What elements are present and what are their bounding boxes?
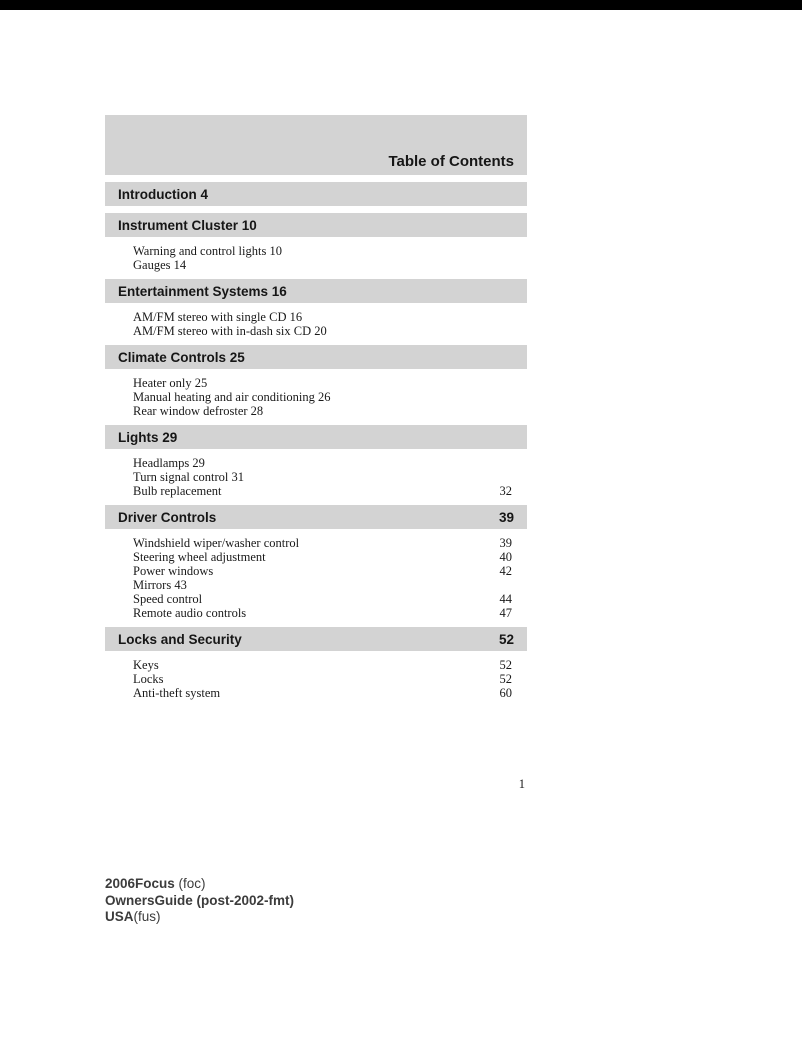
section-item-list [133,456,512,498]
page-title: Table of Contents [388,153,514,170]
footer-line-2 [105,893,294,910]
toc-entry [133,672,512,686]
toc-entry-page: 40 [499,550,512,564]
section-header [105,345,527,369]
toc-entry-label: Windshield wiper/washer control [133,536,300,550]
toc-entry-page: 32 [499,484,512,498]
toc-entry [133,592,512,606]
toc-entry-label: AM/FM stereo with in-dash six CD 20 [133,324,327,338]
folio-page-number: 1 [518,777,525,791]
footer-model: 2006Focus [105,876,175,891]
section-header [105,182,527,206]
toc-entry [133,404,512,418]
toc-entry [133,564,512,578]
toc-entry-label: Heater only 25 [133,376,208,390]
toc-entry-label: Keys [133,658,159,672]
toc-title-box [105,115,527,175]
toc-entry [133,390,512,404]
top-border-rule [0,0,802,10]
section-header-label: Introduction 4 [118,186,208,202]
toc-entry [133,456,512,470]
toc-entry [133,536,512,550]
section-item-list [133,376,512,418]
section-header [105,627,527,651]
section-item-list [133,244,512,272]
toc-entry [133,244,512,258]
section-header-label: Climate Controls 25 [118,349,245,365]
toc-entry-label: Rear window defroster 28 [133,404,264,418]
toc-entry [133,258,512,272]
toc-entry [133,658,512,672]
toc-entry-page: 44 [499,592,512,606]
toc-entry-label: Bulb replacement [133,484,222,498]
section-header-label: Driver Controls [118,509,217,525]
toc-entry-page: 39 [499,536,512,550]
toc-entry-label: Mirrors 43 [133,578,187,592]
toc-entry [133,376,512,390]
toc-entry [133,606,512,620]
toc-entry-label: Locks [133,672,164,686]
toc-entry-label: Steering wheel adjustment [133,550,266,564]
toc-entry [133,578,512,592]
toc-entry-page: 52 [499,672,512,686]
toc-entry-label: AM/FM stereo with single CD 16 [133,310,303,324]
table-of-contents [105,115,527,706]
footer-line-1 [105,876,294,893]
toc-entry-label: Anti-theft system [133,686,221,700]
toc-entry-label: Gauges 14 [133,258,187,272]
toc-entry-page: 52 [499,658,512,672]
toc-entry-label: Headlamps 29 [133,456,205,470]
toc-entry [133,686,512,700]
section-item-list [133,658,512,700]
toc-entry-label: Warning and control lights 10 [133,244,282,258]
toc-entry [133,324,512,338]
toc-sections [105,182,527,700]
section-header-label: Instrument Cluster 10 [118,217,257,233]
footer-guide: OwnersGuide (post-2002-fmt) [105,892,295,908]
section-header-label: Lights 29 [118,429,178,445]
footer-line-3 [105,909,294,926]
section-header [105,279,527,303]
toc-entry [133,470,512,484]
toc-entry-label: Manual heating and air conditioning 26 [133,390,331,404]
section-header [105,505,527,529]
footer-region: USA [105,909,134,924]
section-header-label: Entertainment Systems 16 [118,283,287,299]
toc-entry [133,550,512,564]
section-item-list [133,310,512,338]
toc-entry [133,310,512,324]
section-item-list [133,536,512,620]
footer-model-code: (foc) [174,876,206,891]
toc-entry-page: 60 [499,686,512,700]
section-header [105,425,527,449]
footer-imprint [105,876,294,926]
footer-region-code: (fus) [133,909,161,924]
section-header-label: Locks and Security [118,631,242,647]
toc-entry [133,484,512,498]
toc-entry-page: 47 [499,606,512,620]
toc-entry-label: Power windows [133,564,214,578]
toc-entry-label: Turn signal control 31 [133,470,244,484]
toc-entry-label: Remote audio controls [133,606,247,620]
section-header-page: 39 [498,509,514,525]
toc-entry-page: 42 [499,564,512,578]
section-header-page: 52 [498,631,514,647]
toc-entry-label: Speed control [133,592,203,606]
section-header [105,213,527,237]
